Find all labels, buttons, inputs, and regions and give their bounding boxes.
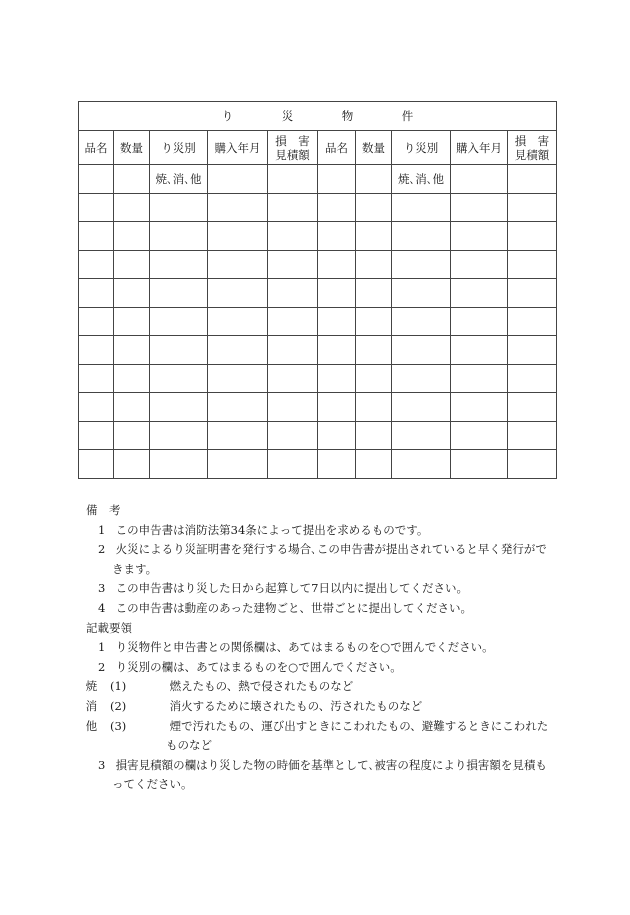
item-name-cell[interactable]: [79, 222, 114, 251]
item-name-cell[interactable]: [318, 250, 356, 279]
damage-type-cell[interactable]: [150, 450, 208, 479]
purchase-date-cell[interactable]: [208, 279, 268, 308]
remark-item: 1 この申告書は消防法第34条によって提出を求めるものです。: [98, 522, 429, 537]
title-char: 件: [401, 109, 414, 123]
damage-estimate-cell[interactable]: [268, 279, 318, 308]
title-char: 物: [341, 109, 354, 123]
damage-estimate-cell[interactable]: [268, 421, 318, 450]
purchase-date-cell[interactable]: [208, 336, 268, 365]
item-name-cell[interactable]: [79, 165, 114, 194]
quantity-cell[interactable]: [356, 364, 392, 393]
quantity-cell[interactable]: [356, 393, 392, 422]
damage-type-cell[interactable]: [392, 222, 451, 251]
table-row: [79, 193, 557, 222]
header-damage-estimate: 損 害 見積額: [508, 131, 557, 165]
damage-estimate-cell[interactable]: [268, 336, 318, 365]
quantity-cell[interactable]: [356, 165, 392, 194]
header-damage-type: り災別: [392, 131, 451, 165]
damage-estimate-cell[interactable]: [268, 450, 318, 479]
item-name-cell[interactable]: [79, 336, 114, 365]
damage-type-cell[interactable]: [150, 222, 208, 251]
item-name-cell[interactable]: [318, 336, 356, 365]
quantity-cell[interactable]: [356, 222, 392, 251]
damage-estimate-cell[interactable]: [508, 393, 557, 422]
header-quantity: 数量: [114, 131, 150, 165]
remark-item: 4 この申告書は動産のあった建物ごと、世帯ごとに提出してください。: [98, 600, 473, 615]
damage-estimate-cell[interactable]: [508, 193, 557, 222]
damage-estimate-cell[interactable]: [508, 364, 557, 393]
remarks-heading: 備 考: [86, 503, 121, 517]
instructions-heading: 記載要領: [86, 620, 132, 635]
header-item-name: 品名: [79, 131, 114, 165]
damage-type-cell[interactable]: [392, 450, 451, 479]
table-row: [79, 450, 557, 479]
table-row: [79, 222, 557, 251]
damaged-property-table: [78, 101, 557, 479]
item-name-cell[interactable]: [79, 250, 114, 279]
damage-type-cell[interactable]: [392, 336, 451, 365]
quantity-cell[interactable]: [356, 279, 392, 308]
damage-type-cell[interactable]: [150, 279, 208, 308]
purchase-date-cell[interactable]: [451, 222, 508, 251]
item-name-cell[interactable]: [79, 307, 114, 336]
damage-estimate-cell[interactable]: [268, 250, 318, 279]
quantity-cell[interactable]: [114, 307, 150, 336]
item-name-cell[interactable]: [318, 193, 356, 222]
damage-estimate-cell[interactable]: [268, 165, 318, 194]
purchase-date-cell[interactable]: [208, 193, 268, 222]
damage-estimate-cell[interactable]: [508, 421, 557, 450]
damage-estimate-cell[interactable]: [508, 222, 557, 251]
instruction-subitem: (1) 焼 燃えたもの、熱で侵されたものなど: [85, 679, 354, 694]
purchase-date-cell[interactable]: [208, 165, 268, 194]
item-name-cell[interactable]: [318, 393, 356, 422]
quantity-cell[interactable]: [114, 165, 150, 194]
damage-estimate-cell[interactable]: [268, 393, 318, 422]
table-row: [79, 336, 557, 365]
purchase-date-cell[interactable]: [451, 393, 508, 422]
item-name-cell[interactable]: [79, 193, 114, 222]
item-name-cell[interactable]: [79, 364, 114, 393]
damage-estimate-cell[interactable]: [508, 450, 557, 479]
purchase-date-cell[interactable]: [208, 393, 268, 422]
notes-section: [86, 501, 556, 795]
item-name-cell[interactable]: [79, 421, 114, 450]
header-damage-estimate: 損 害 見積額: [268, 131, 318, 165]
item-name-cell[interactable]: [318, 421, 356, 450]
damage-estimate-cell[interactable]: [268, 364, 318, 393]
damage-type-cell[interactable]: 焼､消､他: [150, 165, 208, 194]
damage-type-cell[interactable]: [150, 421, 208, 450]
table-title: [79, 102, 557, 131]
purchase-date-cell[interactable]: [208, 450, 268, 479]
purchase-date-cell[interactable]: [208, 421, 268, 450]
quantity-cell[interactable]: [114, 193, 150, 222]
item-name-cell[interactable]: [318, 279, 356, 308]
title-char: り: [221, 109, 234, 123]
quantity-cell[interactable]: [114, 364, 150, 393]
instruction-item: 3 損害見積額の欄はり災した物の時価を基準として､被害の程度により損害額を見積もってください。: [98, 757, 547, 792]
item-name-cell[interactable]: [79, 279, 114, 308]
damage-estimate-cell[interactable]: [508, 279, 557, 308]
purchase-date-cell[interactable]: [451, 421, 508, 450]
title-char: 災: [281, 109, 294, 123]
table-row: [79, 421, 557, 450]
item-name-cell[interactable]: [318, 222, 356, 251]
damage-estimate-cell[interactable]: [508, 307, 557, 336]
item-name-cell[interactable]: [318, 450, 356, 479]
quantity-cell[interactable]: [356, 336, 392, 365]
header-quantity: 数量: [356, 131, 392, 165]
quantity-cell[interactable]: [356, 193, 392, 222]
item-name-cell[interactable]: [318, 364, 356, 393]
quantity-cell[interactable]: [114, 393, 150, 422]
damage-type-cell[interactable]: [150, 393, 208, 422]
damage-type-cell[interactable]: [150, 307, 208, 336]
damage-estimate-cell[interactable]: [268, 307, 318, 336]
quantity-cell[interactable]: [356, 421, 392, 450]
damage-type-cell[interactable]: [150, 250, 208, 279]
damage-estimate-cell[interactable]: [508, 336, 557, 365]
table-row: [79, 307, 557, 336]
instruction-item: 1 り災物件と申告書との関係欄は、あてはまるものを○で囲んでください。: [98, 640, 494, 655]
damage-type-cell[interactable]: 焼､消､他: [392, 165, 451, 194]
damage-type-cell[interactable]: [392, 393, 451, 422]
quantity-cell[interactable]: [114, 279, 150, 308]
remark-item: 2 火災によるり災証明書を発行する場合､この申告書が提出されていると早く発行ができます。: [98, 542, 547, 576]
header-purchase-date: 購入年月: [451, 131, 508, 165]
header-purchase-date: 購入年月: [208, 131, 268, 165]
purchase-date-cell[interactable]: [451, 279, 508, 308]
damage-estimate-cell[interactable]: [508, 250, 557, 279]
quantity-cell[interactable]: [356, 307, 392, 336]
instruction-item: 2 り災別の欄は、あてはまるものを○で囲んでください。: [98, 659, 402, 674]
item-name-cell[interactable]: [79, 393, 114, 422]
purchase-date-cell[interactable]: [451, 165, 508, 194]
purchase-date-cell[interactable]: [208, 250, 268, 279]
instruction-subitem: (3) 他 煙で汚れたもの、運び出すときにこわれたもの、避難するときにこわれたものなど: [85, 718, 549, 753]
purchase-date-cell[interactable]: [451, 450, 508, 479]
item-name-cell[interactable]: [318, 165, 356, 194]
quantity-cell[interactable]: [114, 450, 150, 479]
damage-type-cell[interactable]: [392, 193, 451, 222]
damage-estimate-cell[interactable]: [268, 222, 318, 251]
header-damage-type: り災別: [150, 131, 208, 165]
quantity-cell[interactable]: [114, 336, 150, 365]
quantity-cell[interactable]: [356, 250, 392, 279]
purchase-date-cell[interactable]: [451, 250, 508, 279]
purchase-date-cell[interactable]: [451, 364, 508, 393]
quantity-cell[interactable]: [114, 250, 150, 279]
header-item-name: 品名: [318, 131, 356, 165]
quantity-cell[interactable]: [356, 450, 392, 479]
damage-type-cell[interactable]: [392, 421, 451, 450]
damage-type-cell[interactable]: [150, 364, 208, 393]
instruction-subitem: (2) 消 消火するために壊されたもの、汚されたものなど: [85, 698, 423, 713]
item-name-cell[interactable]: [79, 450, 114, 479]
damage-type-cell[interactable]: [392, 279, 451, 308]
purchase-date-cell[interactable]: [451, 193, 508, 222]
damage-type-cell[interactable]: [392, 250, 451, 279]
table-row: [79, 364, 557, 393]
purchase-date-cell[interactable]: [208, 307, 268, 336]
table-row: [79, 250, 557, 279]
damage-type-cell[interactable]: [392, 364, 451, 393]
table-row: [79, 279, 557, 308]
table-row: [79, 393, 557, 422]
purchase-date-cell[interactable]: [451, 307, 508, 336]
damage-estimate-cell[interactable]: [508, 165, 557, 194]
quantity-cell[interactable]: [114, 421, 150, 450]
table-row: [79, 165, 557, 194]
purchase-date-cell[interactable]: [208, 364, 268, 393]
damage-type-cell[interactable]: [150, 336, 208, 365]
purchase-date-cell[interactable]: [451, 336, 508, 365]
remark-item: 3 この申告書はり災した日から起算して7日以内に提出してください。: [98, 581, 468, 596]
damage-estimate-cell[interactable]: [268, 193, 318, 222]
purchase-date-cell[interactable]: [208, 222, 268, 251]
damage-type-cell[interactable]: [392, 307, 451, 336]
damage-type-cell[interactable]: [150, 193, 208, 222]
quantity-cell[interactable]: [114, 222, 150, 251]
item-name-cell[interactable]: [318, 307, 356, 336]
